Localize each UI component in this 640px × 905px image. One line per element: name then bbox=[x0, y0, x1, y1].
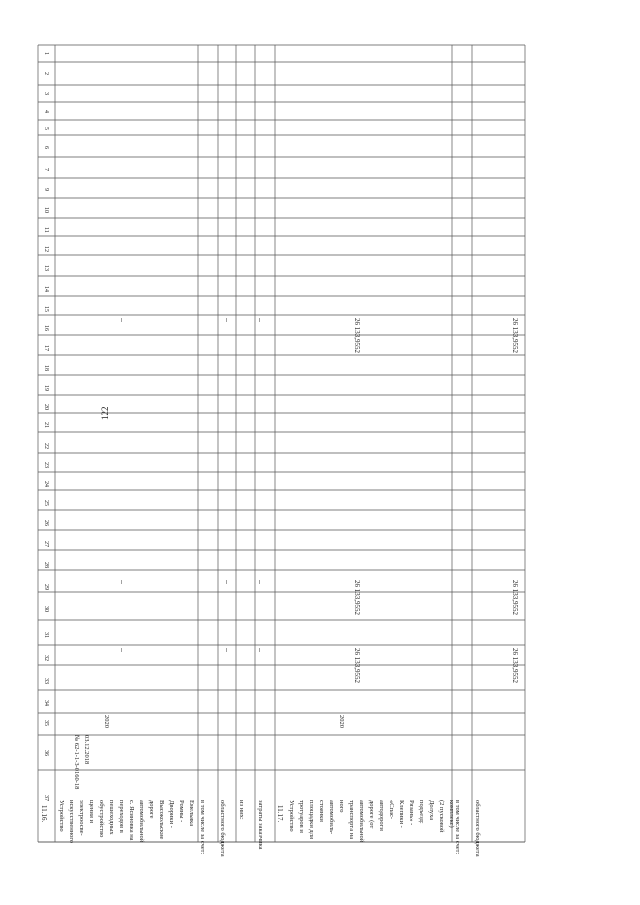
row-id-2: 11.17. bbox=[276, 805, 284, 823]
row1-title-line: электроосве- bbox=[78, 800, 85, 836]
row1-title-line: Устройство bbox=[58, 800, 65, 832]
row1-sub2-dash-10: – bbox=[256, 580, 265, 584]
row2-title-line: комплекс) bbox=[448, 800, 455, 828]
col-header-14: 14 bbox=[43, 286, 49, 292]
row2-title-line: автомобильной bbox=[358, 800, 365, 843]
row1-sub2-dash-7: – bbox=[256, 648, 265, 652]
col-header-15: 15 bbox=[43, 306, 49, 312]
row1-sub4: затраты заказчика bbox=[257, 800, 264, 850]
col-header-28: 28 bbox=[43, 562, 49, 568]
col-header-26: 26 bbox=[43, 520, 49, 526]
col-header-1: 1 bbox=[43, 52, 49, 55]
col-header-7: 7 bbox=[43, 168, 49, 171]
row2-title-line: Клепики - bbox=[398, 800, 405, 828]
row1-title-line: Дворики - bbox=[168, 800, 175, 828]
col-header-12: 12 bbox=[43, 246, 49, 252]
row1-title-line: обустройство bbox=[98, 800, 105, 838]
col-header-10: 10 bbox=[43, 207, 49, 213]
row1-dash-10: – bbox=[118, 580, 127, 584]
col-header-18: 18 bbox=[43, 365, 49, 371]
col-header-20: 20 bbox=[43, 404, 49, 410]
col-header-22: 22 bbox=[43, 443, 49, 449]
row2-sub-value-10: 26 133,9552 bbox=[511, 580, 519, 615]
row1-year: 2020 bbox=[103, 715, 110, 728]
row1-title-line: дороге bbox=[148, 800, 155, 819]
col-header-21: 21 bbox=[43, 422, 49, 428]
col-header-19: 19 bbox=[43, 385, 49, 391]
col-header-24: 24 bbox=[43, 481, 49, 487]
row1-title-line: щения и bbox=[88, 800, 95, 823]
row1-dash-23: – bbox=[118, 318, 127, 322]
row-id-1: 11.16. bbox=[40, 805, 48, 823]
col-header-13: 13 bbox=[43, 265, 49, 271]
row1-sub1: в том числе за счет: bbox=[199, 800, 206, 855]
page-number: 122 bbox=[100, 406, 110, 420]
col-header-25: 25 bbox=[43, 500, 49, 506]
row2-title-line: площадки для bbox=[308, 800, 315, 839]
col-header-16: 16 bbox=[43, 325, 49, 331]
row2-title-line: Устройство bbox=[288, 800, 295, 832]
col-header-23: 23 bbox=[43, 462, 49, 468]
row1-contract-number: № 62-1-1-3-0160-18 bbox=[73, 735, 80, 790]
row2-title-line: Долуха bbox=[428, 800, 435, 821]
row1-title-line: Ромны - bbox=[178, 800, 185, 823]
row1-sub2-dash-23: – bbox=[256, 318, 265, 322]
row1-title-line: с. Ясиновка на bbox=[128, 800, 135, 841]
col-header-36: 36 bbox=[43, 750, 49, 756]
row2-year: 2020 bbox=[338, 715, 345, 728]
row1-sub3: из них: bbox=[238, 800, 245, 820]
col-header-30: 30 bbox=[43, 606, 49, 612]
row1-sub-dash-7: – bbox=[223, 648, 232, 652]
col-header-17: 17 bbox=[43, 345, 49, 351]
row1-dash-7: – bbox=[118, 648, 127, 652]
row2-sub1: в том числе за счет: bbox=[454, 800, 461, 855]
col-header-2: 2 bbox=[43, 72, 49, 75]
col-header-31: 31 bbox=[43, 632, 49, 638]
row1-sub2: областного бюджета bbox=[219, 800, 226, 857]
row2-value-7: 26 133,9552 bbox=[353, 648, 361, 683]
row1-title-line: переходов в bbox=[118, 800, 125, 833]
row1-sub-dash-10: – bbox=[223, 580, 232, 584]
col-header-29: 29 bbox=[43, 584, 49, 590]
row2-sub-value-23: 26 133,9552 bbox=[511, 318, 519, 353]
row2-title-line: транспорта на bbox=[348, 800, 355, 840]
row2-title-line: Рязань» - bbox=[408, 800, 415, 826]
row2-sub-value-7: 26 133,9552 bbox=[511, 648, 519, 683]
row1-sub-dash-23: – bbox=[223, 318, 232, 322]
row2-sub2: областного бюджета bbox=[474, 800, 481, 857]
row2-value-23: 26 133,9552 bbox=[353, 318, 361, 353]
col-header-9: 9 bbox=[43, 188, 49, 191]
row2-title-line: автодороги bbox=[378, 800, 385, 831]
col-header-37: 37 bbox=[43, 795, 49, 801]
col-header-34: 34 bbox=[43, 700, 49, 706]
row2-title-line: подъезд: bbox=[418, 800, 425, 824]
row2-title-line: тротуаров и bbox=[298, 800, 305, 833]
col-header-5: 5 bbox=[43, 127, 49, 130]
col-header-4: 4 bbox=[43, 110, 49, 113]
row1-contract-date: 03.12.2018 bbox=[83, 735, 90, 765]
col-header-33: 33 bbox=[43, 678, 49, 684]
col-header-11: 11 bbox=[43, 227, 49, 233]
row2-title-line: стоянки bbox=[318, 800, 325, 822]
row1-title-line: Высокольские bbox=[158, 800, 165, 840]
row2-title-line: (2 пусковой bbox=[438, 800, 445, 833]
col-header-3: 3 bbox=[43, 92, 49, 95]
col-header-6: 6 bbox=[43, 146, 49, 149]
row2-title-line: автомобиль- bbox=[328, 800, 335, 835]
col-header-35: 35 bbox=[43, 720, 49, 726]
row2-title-line: ного bbox=[338, 800, 345, 813]
col-header-27: 27 bbox=[43, 541, 49, 547]
row1-title-line: автомобильной bbox=[138, 800, 145, 843]
row2-title-line: «Спас- bbox=[388, 800, 395, 819]
col-header-32: 32 bbox=[43, 655, 49, 661]
row2-title-line: дороге (от bbox=[368, 800, 375, 829]
row1-title-line: искусственного bbox=[68, 800, 75, 844]
row1-title-line: пешеходных bbox=[108, 800, 115, 835]
row2-value-10: 26 133,9552 bbox=[353, 580, 361, 615]
row1-title-line: Емельяка bbox=[188, 800, 195, 827]
